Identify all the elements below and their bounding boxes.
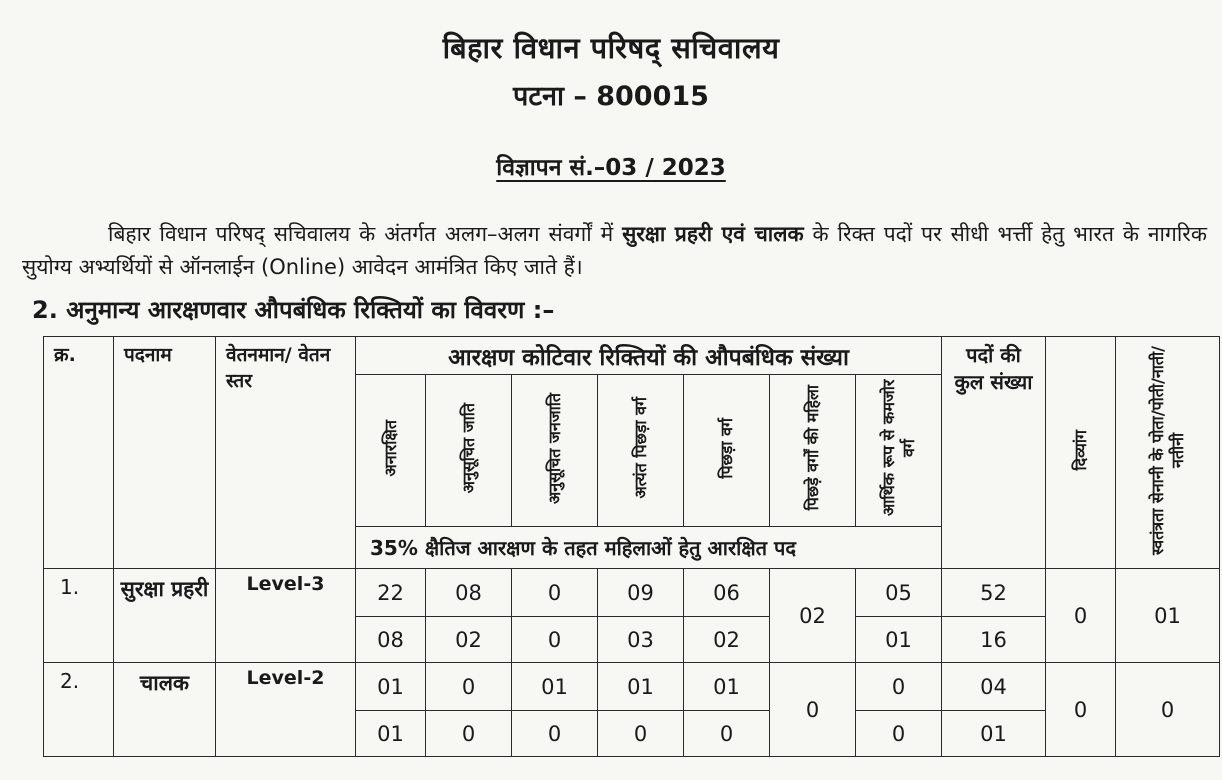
row1-r2-total: 16 bbox=[942, 617, 1046, 663]
intro-paragraph: बिहार विधान परिषद् सचिवालय के अंतर्गत अलग–अलग संवर्गों में सुरक्षा प्रहरी एवं चालक के रिक्त पदों पर सीधी भर्त्ती हेतु भारत के नागरिक सुयोग्य अभ्यर्थियों से ऑनलाईन (Online) आवेदन आमंत्रित किए जाते हैं। bbox=[22, 222, 1207, 279]
row1-sno: 1. bbox=[44, 569, 114, 663]
row1-r2-ebc: 03 bbox=[598, 617, 684, 663]
header-sno: क्र. bbox=[44, 337, 114, 569]
posts-highlight: सुरक्षा प्रहरी एवं चालक bbox=[622, 222, 804, 246]
row1-r2-sc: 02 bbox=[426, 617, 512, 663]
header-cat-ews: आर्थिक रूप से कमजोर वर्ग bbox=[856, 375, 942, 527]
row2-r2-st: 0 bbox=[512, 711, 598, 757]
row2-r1-total: 04 bbox=[942, 663, 1046, 711]
row1-r2-st: 0 bbox=[512, 617, 598, 663]
row2-post: चालक bbox=[114, 663, 216, 757]
city-title: पटना – 800015 bbox=[513, 81, 709, 112]
header-women-note: 35% क्षैतिज आरक्षण के तहत महिलाओं हेतु आरक्षित पद bbox=[356, 527, 942, 569]
row1-divyang: 0 bbox=[1046, 569, 1116, 663]
org-title: बिहार विधान परिषद् सचिवालय bbox=[442, 31, 780, 65]
row2-freedom: 0 bbox=[1116, 663, 1220, 757]
row1-r1-sc: 08 bbox=[426, 569, 512, 617]
header-cat-st: अनुसूचित जनजाति bbox=[512, 375, 598, 527]
header-cat-unreserved: अनारक्षित bbox=[356, 375, 426, 527]
row1-r2-unreserved: 08 bbox=[356, 617, 426, 663]
row1-r1-ebc: 09 bbox=[598, 569, 684, 617]
row1-r1-ews: 05 bbox=[856, 569, 942, 617]
header-total: पदों की कुल संख्या bbox=[942, 337, 1046, 569]
row1-freedom: 01 bbox=[1116, 569, 1220, 663]
row1-r1-unreserved: 22 bbox=[356, 569, 426, 617]
row1-r2-bc: 02 bbox=[684, 617, 770, 663]
row1-level: Level-3 bbox=[216, 569, 356, 663]
vacancy-table bbox=[43, 336, 1220, 757]
header-cat-bc: पिछड़ा वर्ग bbox=[684, 375, 770, 527]
row2-r1-st: 01 bbox=[512, 663, 598, 711]
row2-r2-sc: 0 bbox=[426, 711, 512, 757]
header-pay-level: वेतनमान/ वेतन स्तर bbox=[216, 337, 356, 569]
row1-bc-women: 02 bbox=[770, 569, 856, 663]
header-freedom-fighter: स्वतंत्रता सेनानी के पोता/पोती/नाती/नतीनी bbox=[1116, 337, 1220, 569]
row2-r1-ews: 0 bbox=[856, 663, 942, 711]
header-post: पदनाम bbox=[114, 337, 216, 569]
row2-r2-unreserved: 01 bbox=[356, 711, 426, 757]
row2-level: Level-2 bbox=[216, 663, 356, 757]
row2-r2-bc: 0 bbox=[684, 711, 770, 757]
header-cat-ebc: अत्यंत पिछड़ा वर्ग bbox=[598, 375, 684, 527]
row2-r2-ews: 0 bbox=[856, 711, 942, 757]
row1-r2-ews: 01 bbox=[856, 617, 942, 663]
section-title: 2. अनुमान्य आरक्षणवार औपबंधिक रिक्तियों का विवरण :– bbox=[32, 296, 555, 324]
row2-sno: 2. bbox=[44, 663, 114, 757]
row1-post: सुरक्षा प्रहरी bbox=[114, 569, 216, 663]
row1-r1-total: 52 bbox=[942, 569, 1046, 617]
header-cat-sc: अनुसूचित जाति bbox=[426, 375, 512, 527]
row2-bc-women: 0 bbox=[770, 663, 856, 757]
row2-r1-unreserved: 01 bbox=[356, 663, 426, 711]
row2-r1-ebc: 01 bbox=[598, 663, 684, 711]
advertisement-number: विज्ञापन सं.–03 / 2023 bbox=[496, 155, 726, 181]
row2-r2-total: 01 bbox=[942, 711, 1046, 757]
header-divyang: दिव्यांग bbox=[1046, 337, 1116, 569]
row1-r1-st: 0 bbox=[512, 569, 598, 617]
row2-r2-ebc: 0 bbox=[598, 711, 684, 757]
row1-r1-bc: 06 bbox=[684, 569, 770, 617]
row2-divyang: 0 bbox=[1046, 663, 1116, 757]
row2-r1-bc: 01 bbox=[684, 663, 770, 711]
header-cat-bc-women: पिछड़े वर्गों की महिला bbox=[770, 375, 856, 527]
row2-r1-sc: 0 bbox=[426, 663, 512, 711]
header-reservation: आरक्षण कोटिवार रिक्तियों की औपबंधिक संख्या bbox=[356, 337, 942, 375]
